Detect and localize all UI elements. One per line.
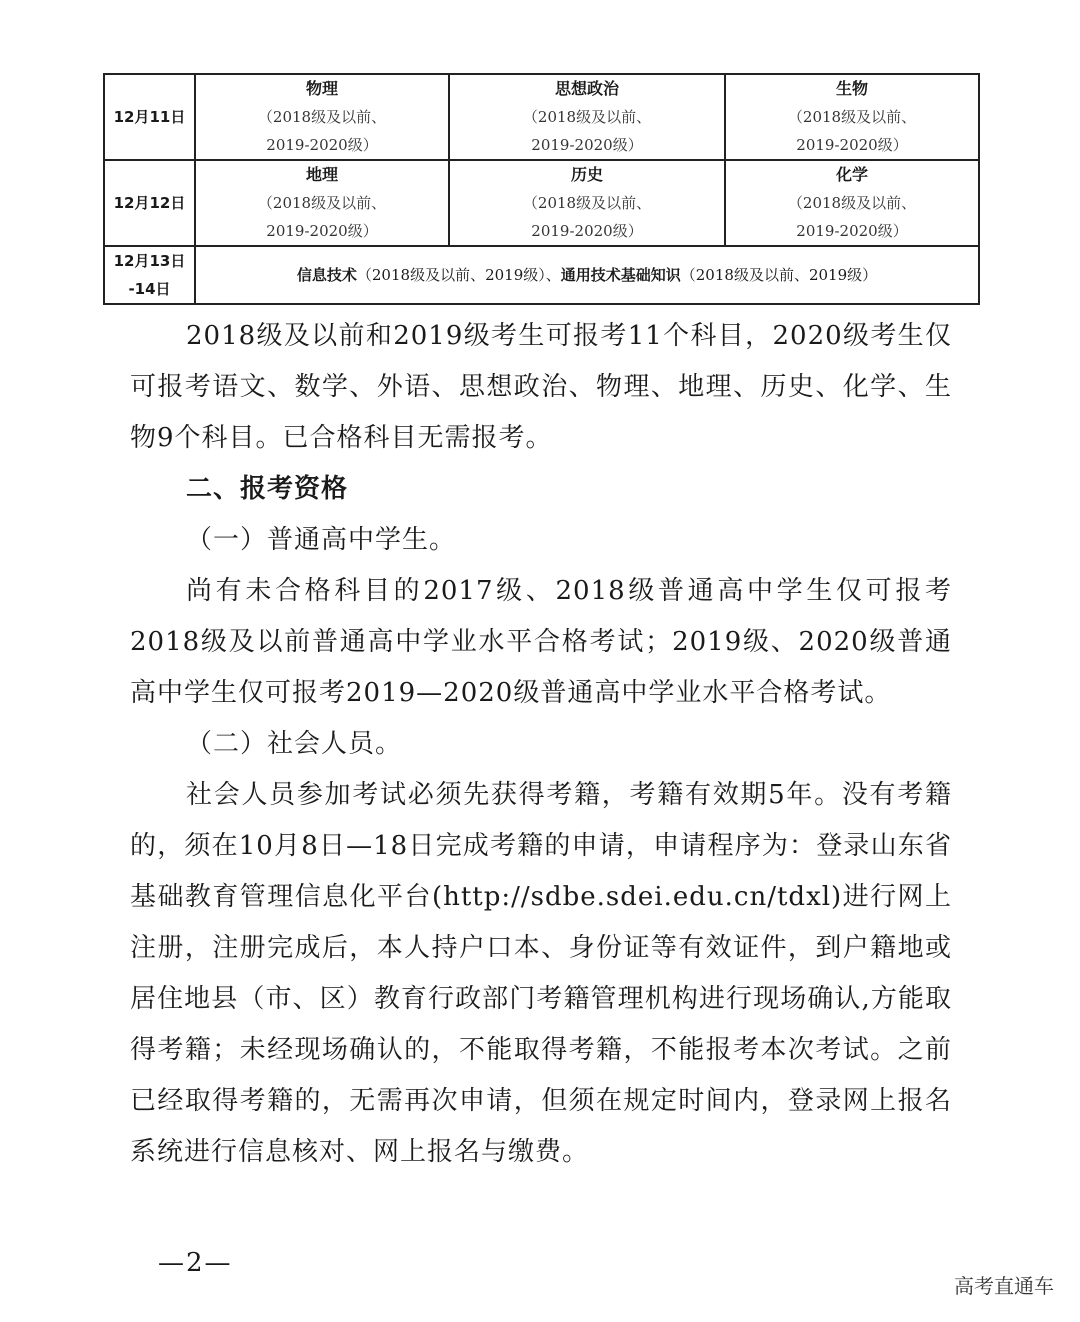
exam-schedule-table	[103, 73, 980, 305]
subject-scope: （2018级及以前、 2019-2020级）	[257, 194, 387, 240]
subject-name: 化学	[835, 165, 868, 184]
subject-name: 信息技术	[296, 266, 357, 284]
subject-scope: （2018级及以前、2019级）	[680, 266, 878, 284]
paragraph-social: 社会人员参加考试必须先获得考籍，考籍有效期5年。没有考籍的，须在10月8日—18日完成考籍的申请，申请程序为：登录山东省基础教育管理信息化平台(http://sdbe.sdei.edu.cn/tdxl)进行网上注册，注册完成后，本人持户口本、身份证等有效证件，到户籍地或居住地县（市、区）教育行政部门考籍管理机构进行现场确认,方能取得考籍；未经现场确认的，不能取得考籍，不能报考本次考试。之前已经取得考籍的，无需再次申请，但须在规定时间内，登录网上报名系统进行信息核对、网上报名与缴费。	[130, 780, 952, 1167]
subject-cell	[195, 74, 449, 160]
paragraph-students: 尚有未合格科目的2017级、2018级普通高中学生仅可报考2018级及以前普通高中学业水平合格考试；2019级、2020级普通高中学生仅可报考2019—2020级普通高中学业水平合格考试。	[130, 576, 952, 708]
subject-cell	[449, 74, 725, 160]
subject-cell	[195, 160, 449, 246]
table-row	[104, 246, 979, 304]
subsection-heading: （二）社会人员。	[186, 729, 403, 759]
subject-name: 物理	[305, 79, 338, 98]
exam-date-end: -14日	[128, 280, 171, 298]
subject-name: 地理	[305, 165, 338, 184]
page-number: —2—	[158, 1248, 233, 1278]
table-row	[104, 74, 979, 160]
table-row	[104, 160, 979, 246]
exam-date	[104, 246, 195, 304]
subject-scope: （2018级及以前、 2019-2020级）	[787, 108, 917, 154]
watermark: 高考直通车	[954, 1274, 1054, 1298]
section-heading: 二、报考资格	[186, 474, 349, 504]
exam-date: 12月12日	[104, 160, 195, 246]
paragraph-subjects: 2018级及以前和2019级考生可报考11个科目，2020级考生仅可报考语文、数学、外语、思想政治、物理、地理、历史、化学、生物9个科目。已合格科目无需报考。	[130, 321, 952, 453]
exam-date: 12月11日	[104, 74, 195, 160]
exam-date-start: 12月13日	[113, 252, 186, 270]
document-body	[130, 311, 952, 1178]
subject-name: 生物	[835, 79, 868, 98]
subject-cell	[725, 74, 979, 160]
subject-scope: （2018级及以前、 2019-2020级）	[787, 194, 917, 240]
subsection-heading: （一）普通高中学生。	[186, 525, 457, 555]
combined-subject-cell	[195, 246, 979, 304]
subject-scope: （2018级及以前、 2019-2020级）	[522, 108, 652, 154]
subject-scope: （2018级及以前、 2019-2020级）	[522, 194, 652, 240]
subject-name: 历史	[570, 165, 603, 184]
subject-scope: （2018级及以前、2019级）、	[356, 266, 561, 284]
subject-name: 思想政治	[554, 79, 619, 98]
subject-scope: （2018级及以前、 2019-2020级）	[257, 108, 387, 154]
subject-cell	[449, 160, 725, 246]
subject-name: 通用技术基础知识	[560, 266, 681, 284]
subject-cell	[725, 160, 979, 246]
